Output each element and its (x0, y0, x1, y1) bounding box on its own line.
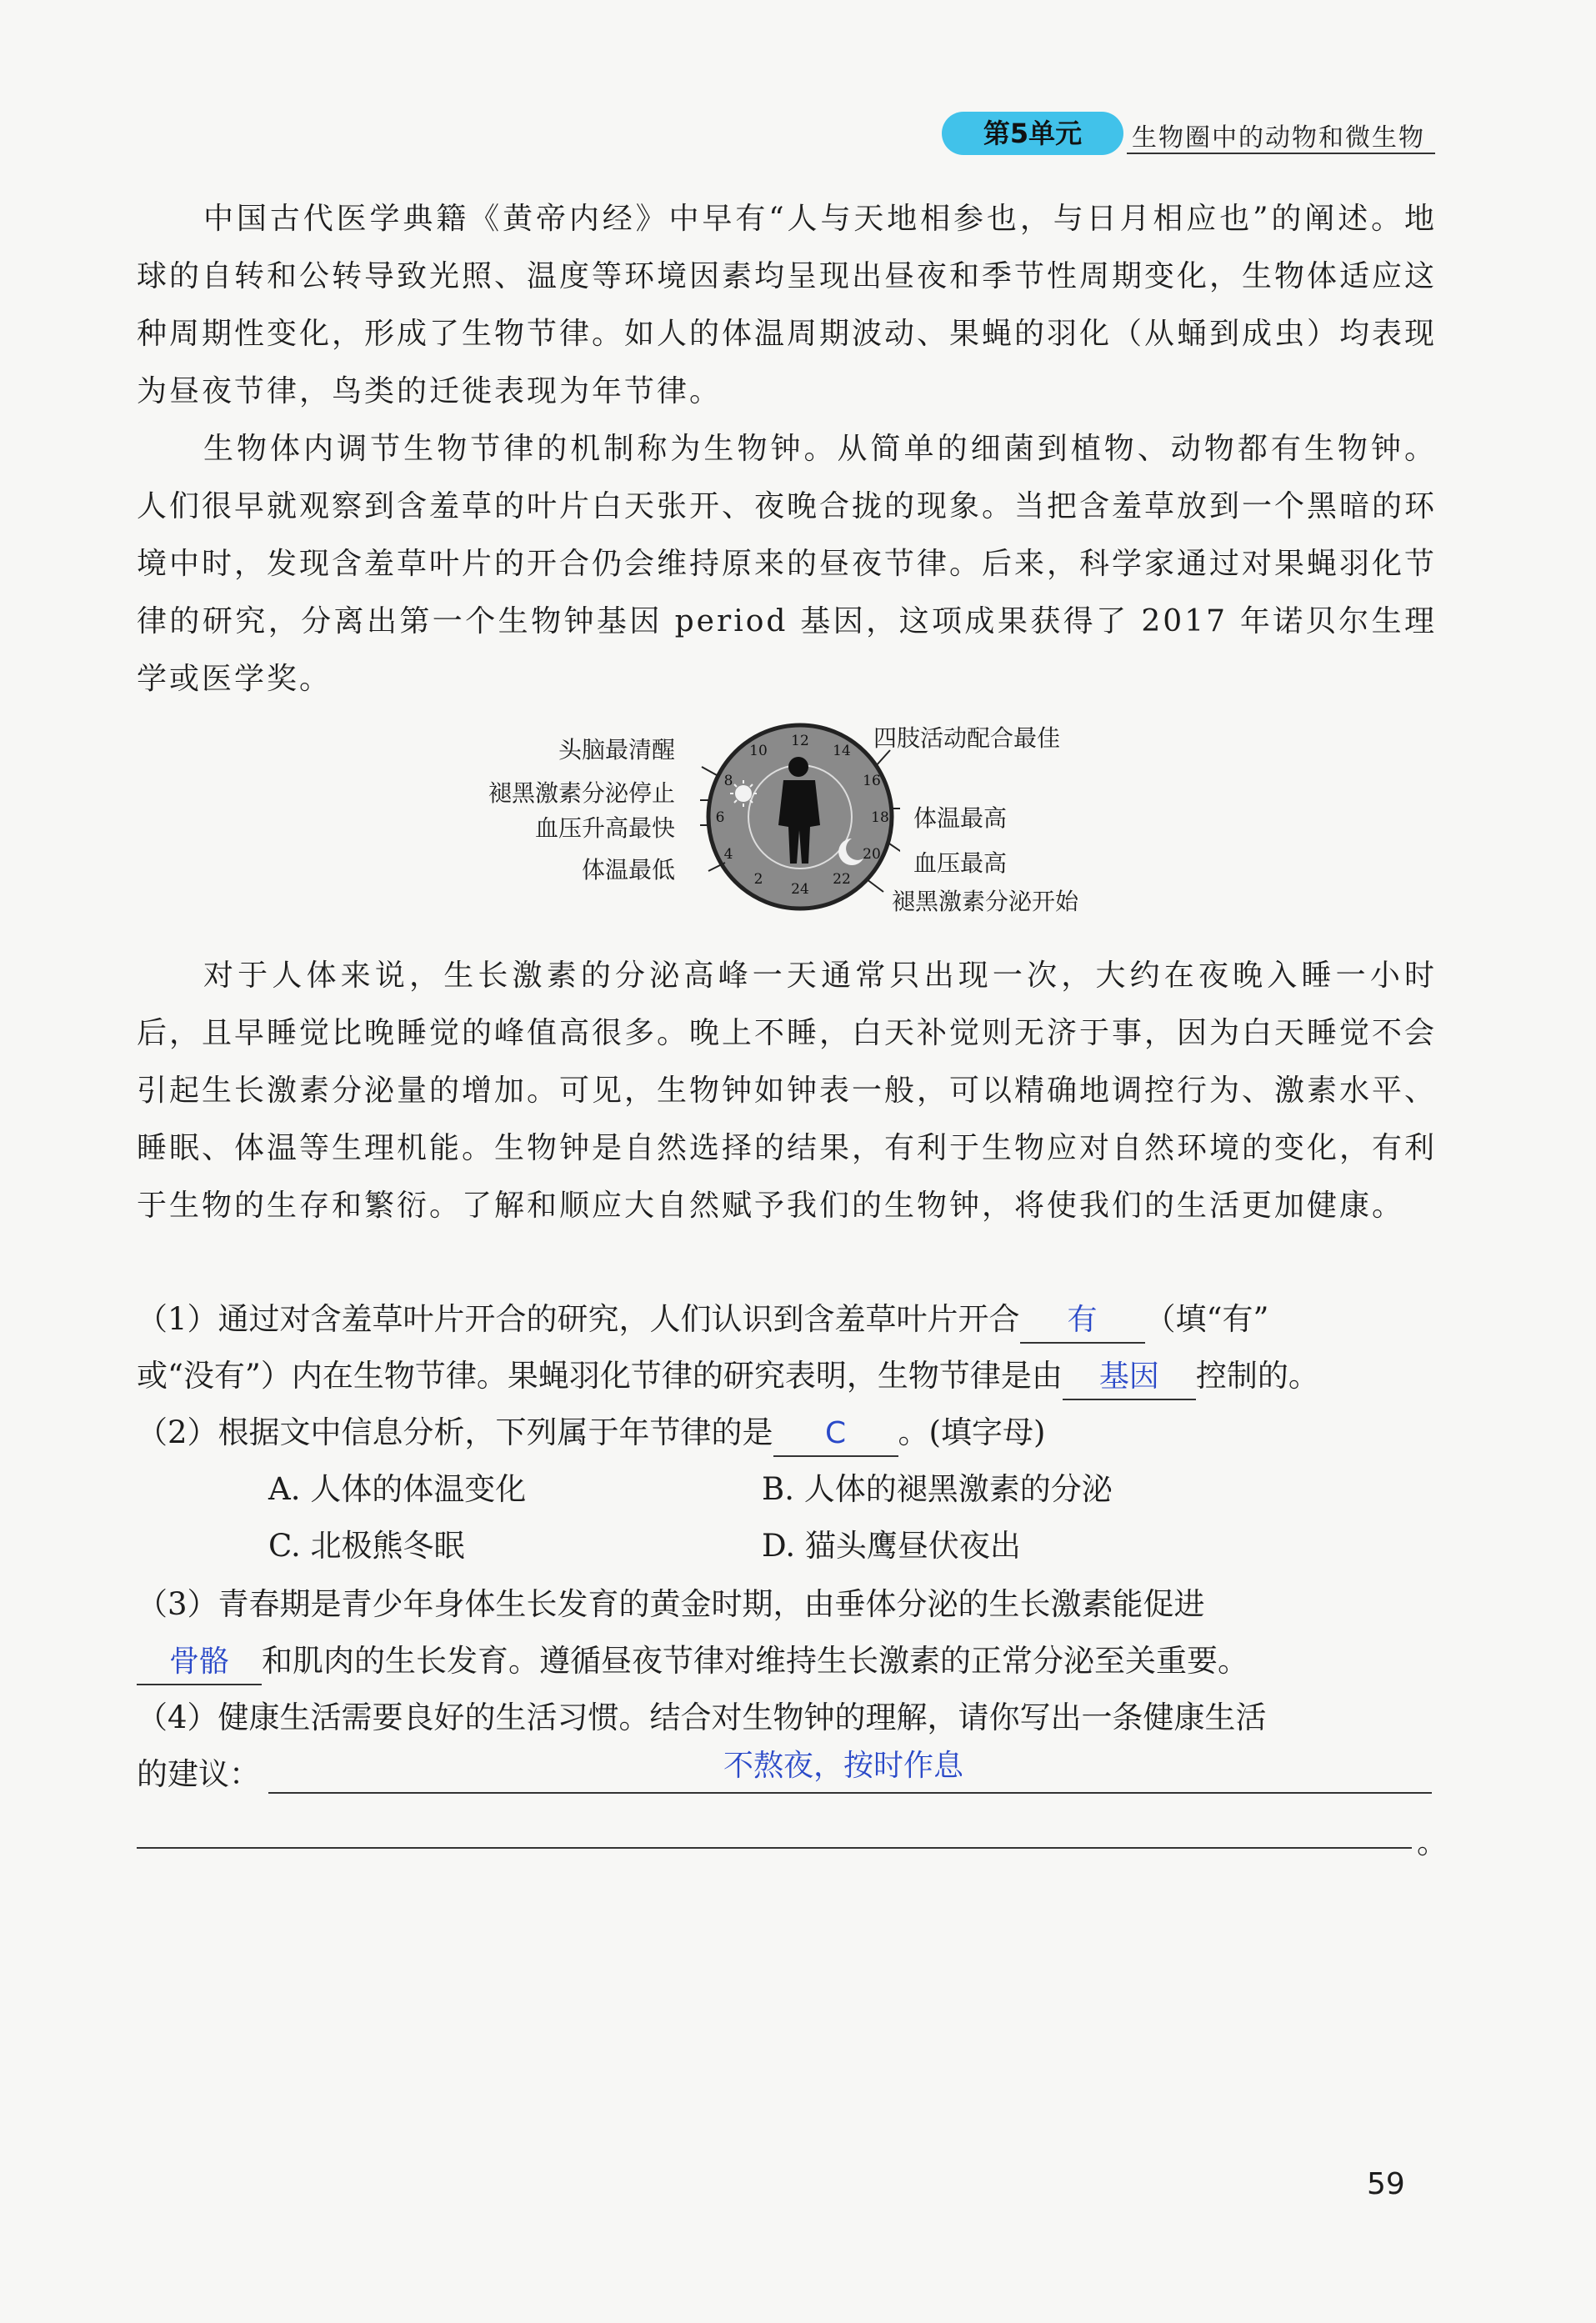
answer-blank-q3[interactable]: 骨骼 (137, 1640, 262, 1685)
clock-number: 14 (833, 743, 851, 759)
question-1-text-c: 或“没有”）内在生物节律。果蝇羽化节律的研究表明，生物节律是由 (137, 1358, 1063, 1394)
question-3-line-2 (137, 1632, 1437, 1690)
option-d: D. 猫头鹰昼伏夜出 (762, 1528, 1021, 1564)
clock-number: 8 (723, 773, 733, 789)
biological-clock-figure (450, 717, 1117, 925)
question-2-line (137, 1404, 1437, 1462)
option-a: A. 人体的体温变化 (268, 1471, 527, 1507)
question-1-line-2 (137, 1347, 1437, 1405)
page-number: 59 (1367, 2167, 1405, 2201)
figure-label-right-1: 四肢活动配合最佳 (873, 724, 1061, 752)
question-2-text: （2）根据文中信息分析，下列属于年节律的是 (137, 1414, 773, 1450)
paragraph-intro: 中国古代医学典籍《黄帝内经》中早有“人与天地相参也，与日月相应也”的阐述。地球的自转和公转导致光照、温度等环境因素均呈现出昼夜和季节性周期变化，生物体适应这种周期性变化，形成了生物节律。如人的体温周期波动、果蝇的羽化（从蛹到成虫）均表现为昼夜节律，鸟类的迁徙表现为年节律。 (137, 202, 1438, 408)
question-2-text-b: 。(填字母) (898, 1414, 1046, 1450)
answer-period: 。 (1417, 1825, 1448, 1860)
question-1-text-d: 控制的。 (1195, 1358, 1319, 1394)
clock-number: 2 (753, 871, 763, 888)
clock-number: 18 (871, 809, 889, 826)
figure-label-left-4: 体温最低 (581, 856, 675, 884)
answer-blank-q1-2[interactable]: 基因 (1063, 1355, 1196, 1400)
clock-number: 4 (723, 846, 733, 863)
paragraph-biological-clock: 生物体内调节生物节律的机制称为生物钟。从简单的细菌到植物、动物都有生物钟。人们很早就观察到含羞草的叶片白天张开、夜晚合拢的现象。当把含羞草放到一个黑暗的环境中时，发现含羞草叶片的开合仍会维持原来的昼夜节律。后来，科学家通过对果蝇羽化节律的研究，分离出第一个生物钟基因 period 基因，这项成果获得了 2017 年诺贝尔生理学或医学奖。 (137, 432, 1438, 696)
question-4-label: 的建议： (137, 1756, 260, 1792)
clock-number: 20 (863, 846, 881, 863)
figure-label-right-4: 褪黑激素分泌开始 (892, 888, 1079, 915)
question-3-text-b: 和肌肉的生长发育。遵循昼夜节律对维持生长激素的正常分泌至关重要。 (262, 1643, 1248, 1679)
clock-number: 6 (715, 809, 725, 826)
question-1-text-b: （填“有” (1144, 1301, 1269, 1337)
answer-text-q4[interactable]: 不熬夜，按时作息 (723, 1749, 964, 1783)
clock-number: 24 (791, 881, 809, 898)
option-b: B. 人体的褪黑激素的分泌 (762, 1471, 1113, 1507)
option-c: C. 北极熊冬眠 (268, 1528, 465, 1564)
paragraph-growth-hormone: 对于人体来说，生长激素的分泌高峰一天通常只出现一次，大约在夜晚入睡一小时后，且早睡觉比晚睡觉的峰值高很多。晚上不睡，白天补觉则无济于事，因为白天睡觉不会引起生长激素分泌量的增加。可见，生物钟如钟表一般，可以精确地调控行为、激素水平、睡眠、体温等生理机能。生物钟是自然选择的结果，有利于生物应对自然环境的变化，有利于生物的生存和繁衍。了解和顺应大自然赋予我们的生物钟，将使我们的生活更加健康。 (137, 959, 1438, 1223)
figure-label-right-2: 体温最高 (913, 804, 1008, 832)
figure-label-right-3: 血压最高 (913, 849, 1008, 877)
clock-number: 12 (791, 733, 809, 749)
clock-dial (700, 717, 900, 917)
clock-number: 22 (833, 871, 851, 888)
figure-label-left-3: 血压升高最快 (534, 814, 675, 842)
clock-number: 16 (863, 773, 881, 789)
figure-label-left-2: 褪黑激素分泌停止 (488, 779, 675, 807)
chapter-title: 生物圈中的动物和微生物 (1132, 123, 1425, 153)
question-3-line-1: （3）青春期是青少年身体生长发育的黄金时期，由垂体分泌的生长激素能促进 (137, 1586, 1205, 1622)
figure-label-left-1: 头脑最清醒 (558, 736, 675, 763)
question-1-text: （1）通过对含羞草叶片开合的研究，人们认识到含羞草叶片开合 (137, 1301, 1020, 1337)
question-4-line-1: （4）健康生活需要良好的生活习惯。结合对生物钟的理解，请你写出一条健康生活 (137, 1700, 1267, 1735)
answer-blank-q2[interactable]: C (773, 1412, 898, 1457)
unit-badge: 第5单元 (942, 112, 1123, 155)
question-1-line-1 (137, 1290, 1437, 1349)
answer-line-2 (137, 1847, 1412, 1849)
answer-blank-q1-1[interactable]: 有 (1020, 1299, 1145, 1344)
clock-number: 10 (749, 743, 768, 759)
header-underline (1127, 153, 1435, 154)
answer-line-1 (268, 1792, 1432, 1794)
